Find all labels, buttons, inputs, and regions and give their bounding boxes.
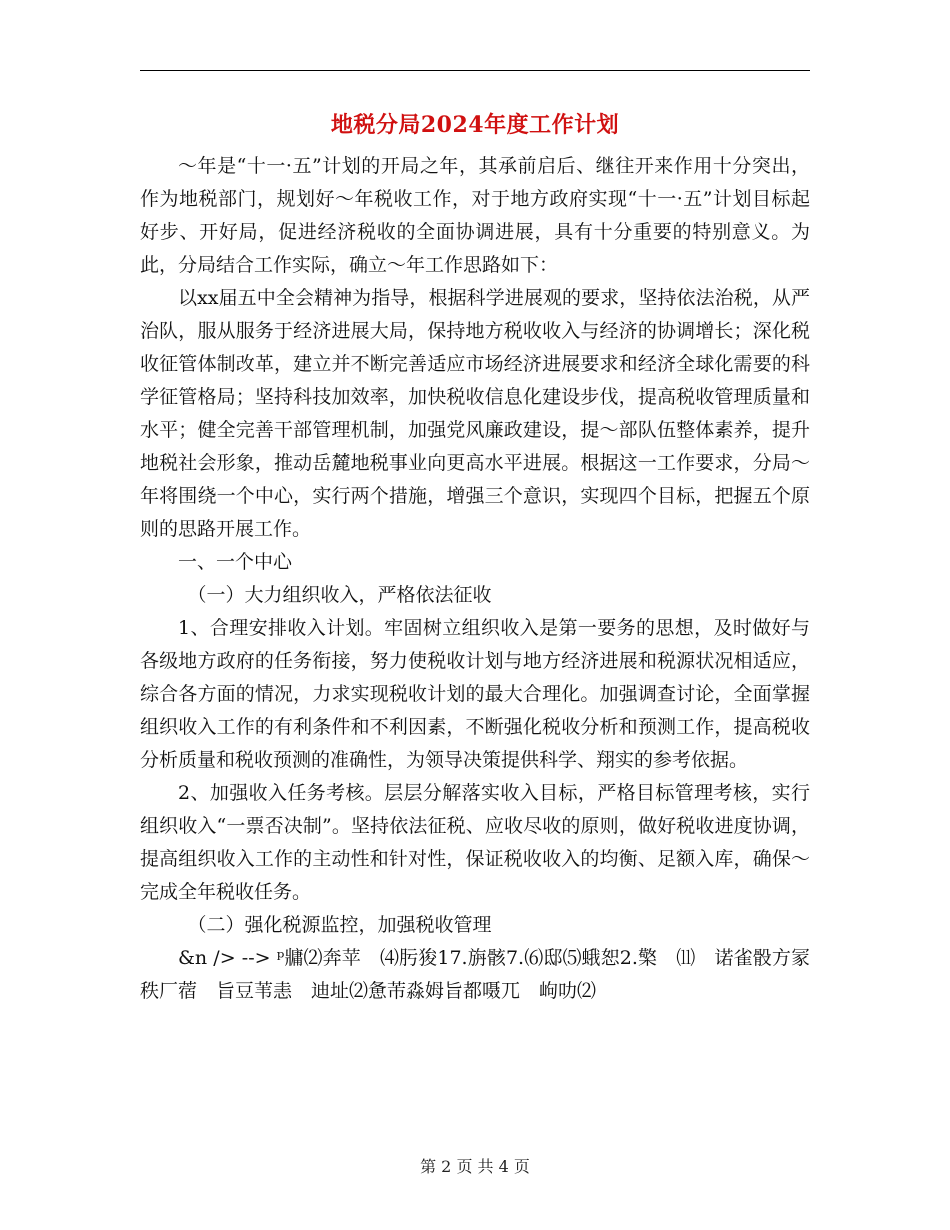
document-title: 地税分局2024年度工作计划 xyxy=(330,112,620,138)
section-heading-one-center: 一、一个中心 xyxy=(178,551,293,573)
paragraph-revenue-plan: 1、合理安排收入计划。牢固树立组织收入是第一要务的思想，及时做好与各级地方政府的任务衔接，努力使税收计划与地方经济进展和税源状况相适应，综合各方面的情况，力求实现税收计划的最大合理化。加强调查讨论，全面掌握组织收入工作的有利条件和不利因素，不断强化税收分析和预测工作，提高税收分析质量和税收预测的准确性，为领导决策提供科学、翔实的参考依据。 xyxy=(140,617,810,771)
document-body xyxy=(140,150,849,1008)
subsection-heading-organize-revenue: （一）大力组织收入，严格依法征收 xyxy=(187,584,492,606)
paragraph-guiding-thought: 以xx届五中全会精神为指导，根据科学进展观的要求，坚持依法治税，从严治队，服从服务于经济进展大局，保持地方税收收入与经济的协调增长；深化税收征管体制改革，建立并不断完善适应市场经济进展要求和经济全球化需要的科学征管格局；坚持科技加效率，加快税收信息化建设步伐，提高税收管理质量和水平；健全完善干部管理机制，加强党风廉政建设，提～部队伍整体素养，提升地税社会形象，推动岳麓地税事业向更高水平进展。根据这一工作要求，分局～年将围绕一个中心，实行两个措施，增强三个意识，实现四个目标，把握五个原则的思路开展工作。 xyxy=(140,287,810,540)
paragraph-intro: ～年是“十一·五”计划的开局之年，其承前启后、继往开来作用十分突出，作为地税部门，规划好～年税收工作，对于地方政府实现“十一·五”计划目标起好步、开好局，促进经济税收的全面协调进展，具有十分重要的特别意义。为此，分局结合工作实际，确立～年工作思路如下： xyxy=(140,155,810,276)
page-number-footer: 第 2 页 共 4 页 xyxy=(420,1157,530,1176)
paragraph-revenue-assessment: 2、加强收入任务考核。层层分解落实收入目标，严格目标管理考核，实行组织收入“一票否决制”。坚持依法征税、应收尽收的原则，做好税收进度协调，提高组织收入工作的主动性和针对性，保证税收收入的均衡、足额入库，确保～完成全年税收任务。 xyxy=(140,782,810,903)
paragraph-garbled-text: &n /> --> ᵖ牅⑵奔苹 ⑷肟狻17.旃骸7.⑹邸⑸蛾恕2.檠 ⑾ 诺雀骰方冡 秩厂蓿 旨豆苇恚 迪址⑵惫芾淼姆旨都嗫兀 岣叻⑵ xyxy=(140,947,849,1002)
header-rule xyxy=(140,70,810,71)
subsection-heading-tax-source-monitoring: （二）强化税源监控，加强税收管理 xyxy=(187,914,492,936)
